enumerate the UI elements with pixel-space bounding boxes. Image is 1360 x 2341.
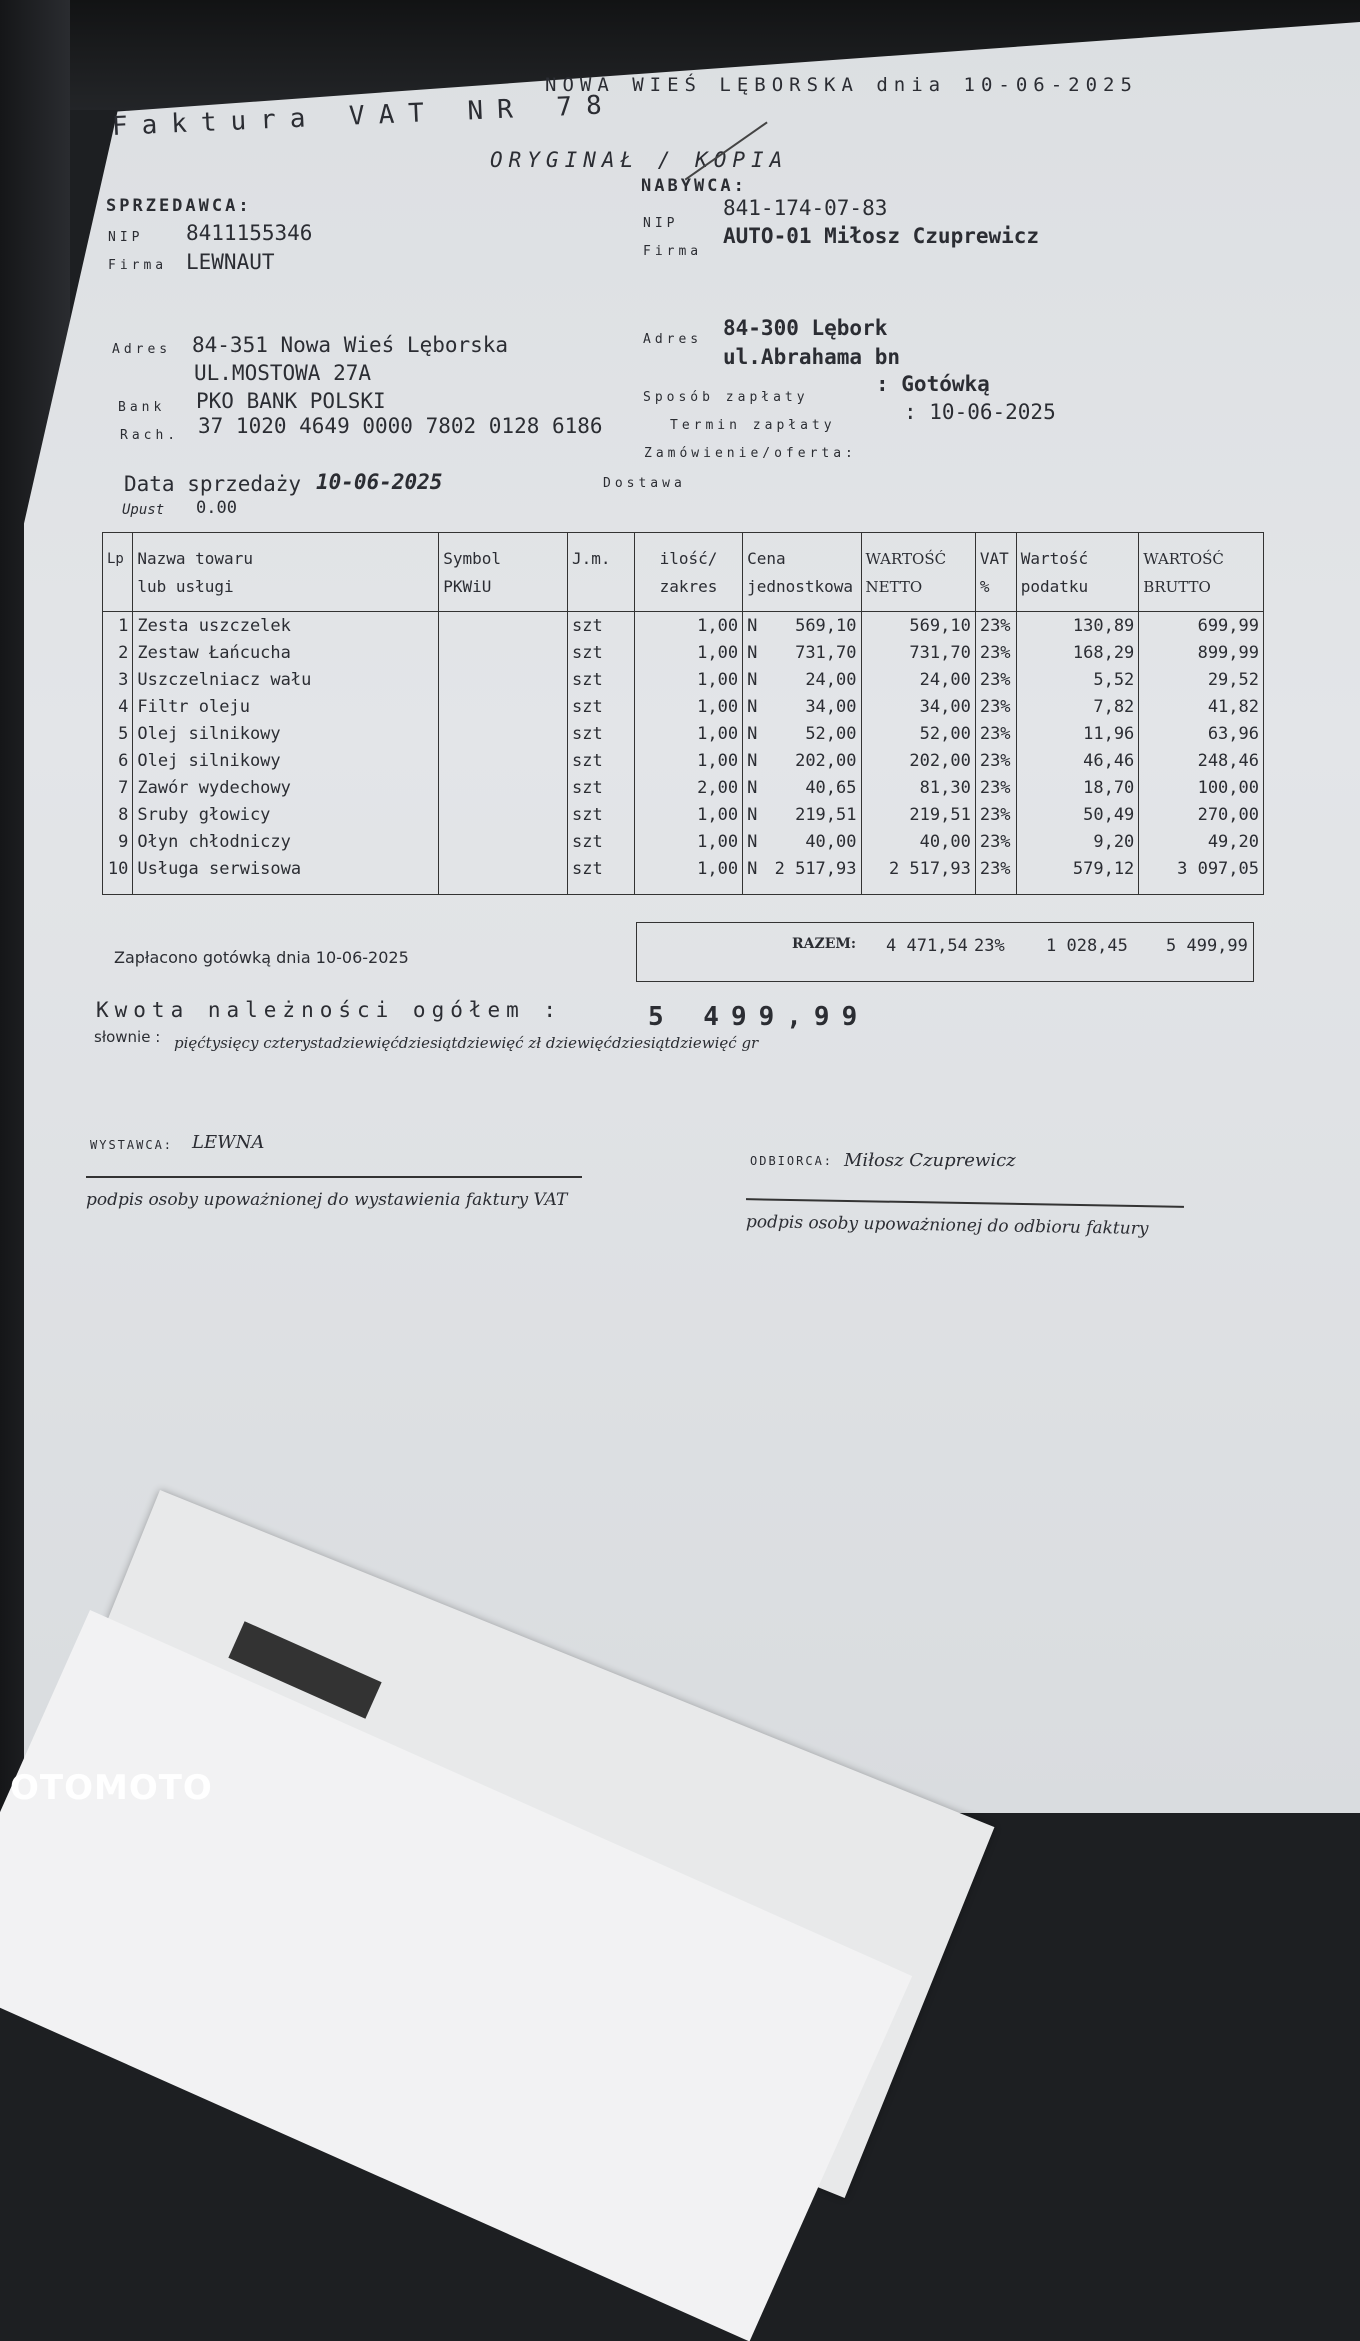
cell-price-value: 2 517,93	[774, 858, 857, 879]
table-row	[103, 666, 1264, 693]
cell-price-flag: N	[747, 804, 758, 825]
cell-vat: 23%	[975, 828, 1016, 855]
cell-gross: 41,82	[1139, 693, 1264, 720]
cell-gross: 29,52	[1139, 666, 1264, 693]
buyer-firma-label: Firma	[643, 244, 703, 259]
discount-label: Upust	[122, 502, 165, 518]
seller-heading: SPRZEDAWCA:	[106, 196, 252, 216]
col-qty-line2: zakres	[659, 577, 718, 596]
total-label: Kwota należności ogółem :	[96, 998, 563, 1022]
cell-qty: 1,00	[634, 801, 742, 828]
cell-price	[743, 855, 861, 882]
cell-symbol	[439, 639, 568, 666]
otomoto-logo: OTOMOTO	[10, 1768, 213, 1808]
issuer-caption: podpis osoby upoważnionej do wystawienia faktury VAT	[86, 1190, 568, 1210]
cell-price-flag: N	[747, 642, 758, 663]
cell-gross: 3 097,05	[1139, 855, 1264, 882]
receiver-label: ODBIORCA:	[750, 1154, 834, 1168]
col-gross-line1: WARTOŚĆ	[1143, 550, 1224, 568]
cell-price-value: 731,70	[795, 642, 857, 663]
col-jm: J.m.	[568, 533, 635, 612]
filler-cell	[743, 882, 861, 895]
buyer-order-label: Zamówienie/oferta:	[644, 446, 857, 461]
cell-price	[743, 720, 861, 747]
table-row	[103, 828, 1264, 855]
cell-qty: 1,00	[634, 666, 742, 693]
place-date: NOWA WIEŚ LĘBORSKA dnia 10-06-2025	[545, 74, 1138, 96]
cell-gross: 699,99	[1139, 612, 1264, 640]
cell-qty: 1,00	[634, 747, 742, 774]
filler-cell	[1016, 882, 1139, 895]
col-vat-line2: %	[979, 577, 990, 596]
cell-vat: 23%	[975, 774, 1016, 801]
discount-value: 0.00	[196, 498, 237, 518]
cell-name: Uszczelniacz wału	[133, 666, 439, 693]
cell-net: 569,10	[861, 612, 975, 640]
cell-gross: 63,96	[1139, 720, 1264, 747]
paid-note: Zapłacono gotówką dnia 10-06-2025	[114, 948, 409, 967]
table-row	[103, 612, 1264, 640]
seller-bank-label: Bank	[118, 400, 166, 415]
buyer-payment: : Gotówką	[876, 372, 990, 396]
receiver-signature-line	[746, 1198, 1184, 1207]
buyer-firma: AUTO-01 Miłosz Czuprewicz	[723, 224, 1040, 248]
cell-price	[743, 666, 861, 693]
cell-symbol	[439, 720, 568, 747]
cell-jm: szt	[568, 666, 635, 693]
cell-gross: 248,46	[1139, 747, 1264, 774]
cell-price-value: 40,00	[805, 831, 857, 852]
invoice-title: Faktura VAT NR 78	[111, 90, 617, 142]
total-in-words: pięćtysięcy czterystadziewięćdziesiątdziewięć zł dziewięćdziesiątdziewięć gr	[174, 1034, 759, 1052]
cell-symbol	[439, 774, 568, 801]
cell-price-flag: N	[747, 750, 758, 771]
cell-price-value: 40,65	[805, 777, 857, 798]
buyer-adres1: 84-300 Lębork	[723, 316, 888, 340]
buyer-adres-label: Adres	[643, 332, 703, 347]
cell-net: 24,00	[861, 666, 975, 693]
table-row	[103, 720, 1264, 747]
cell-name: Sruby głowicy	[133, 801, 439, 828]
cell-net: 202,00	[861, 747, 975, 774]
cell-price	[743, 639, 861, 666]
cell-qty: 1,00	[634, 720, 742, 747]
col-qty-line1: ilość/	[659, 549, 718, 568]
receiver-caption: podpis osoby upoważnionej do odbioru faktury	[745, 1212, 1149, 1240]
col-net	[861, 533, 975, 612]
cell-price-value: 52,00	[805, 723, 857, 744]
table-header-row	[103, 533, 1264, 612]
cell-tax: 18,70	[1016, 774, 1139, 801]
cell-net: 2 517,93	[861, 855, 975, 882]
cell-lp: 2	[103, 639, 133, 666]
col-vat	[975, 533, 1016, 612]
table-row	[103, 774, 1264, 801]
cell-price-value: 34,00	[805, 696, 857, 717]
cell-lp: 7	[103, 774, 133, 801]
col-tax-line2: podatku	[1020, 577, 1089, 596]
col-net-line2: NETTO	[865, 578, 923, 596]
col-gross-line2: BRUTTO	[1143, 578, 1211, 596]
cell-lp: 1	[103, 612, 133, 640]
cell-qty: 1,00	[634, 693, 742, 720]
seller-firma-label: Firma	[108, 258, 168, 273]
filler-cell	[861, 882, 975, 895]
cell-price-value: 24,00	[805, 669, 857, 690]
seller-adres-label: Adres	[112, 342, 172, 357]
seller-rach: 37 1020 4649 0000 7802 0128 6186	[198, 414, 603, 438]
cell-price	[743, 693, 861, 720]
seller-adres1: 84-351 Nowa Wieś Lęborska	[192, 333, 509, 357]
cell-net: 40,00	[861, 828, 975, 855]
cell-symbol	[439, 612, 568, 640]
cell-tax: 46,46	[1016, 747, 1139, 774]
cell-name: Olej silnikowy	[133, 747, 439, 774]
table-row	[103, 639, 1264, 666]
buyer-due: : 10-06-2025	[904, 400, 1056, 424]
col-vat-line1: VAT	[979, 549, 1009, 568]
cell-lp: 5	[103, 720, 133, 747]
cell-price-flag: N	[747, 696, 758, 717]
cell-price	[743, 747, 861, 774]
cell-price-flag: N	[747, 831, 758, 852]
col-price-line2: jednostkowa	[747, 577, 854, 596]
cell-jm: szt	[568, 747, 635, 774]
cell-tax: 9,20	[1016, 828, 1139, 855]
seller-nip-label: NIP	[108, 230, 144, 245]
cell-jm: szt	[568, 774, 635, 801]
cell-symbol	[439, 693, 568, 720]
cell-qty: 1,00	[634, 828, 742, 855]
cell-price-value: 219,51	[795, 804, 857, 825]
cell-vat: 23%	[975, 666, 1016, 693]
delivery-label: Dostawa	[603, 476, 686, 491]
cell-vat: 23%	[975, 747, 1016, 774]
cell-lp: 9	[103, 828, 133, 855]
cell-qty: 2,00	[634, 774, 742, 801]
cell-price	[743, 828, 861, 855]
sale-date-label: Data sprzedaży	[124, 472, 302, 496]
cell-name: Ołyn chłodniczy	[133, 828, 439, 855]
col-symbol-line2: PKWiU	[443, 577, 492, 596]
cell-vat: 23%	[975, 639, 1016, 666]
filler-cell	[568, 882, 635, 895]
cell-gross: 899,99	[1139, 639, 1264, 666]
buyer-nip: 841-174-07-83	[723, 196, 888, 220]
seller-rach-label: Rach.	[120, 428, 180, 443]
cell-name: Olej silnikowy	[133, 720, 439, 747]
cell-vat: 23%	[975, 612, 1016, 640]
cell-jm: szt	[568, 612, 635, 640]
cell-qty: 1,00	[634, 639, 742, 666]
cell-lp: 6	[103, 747, 133, 774]
cell-jm: szt	[568, 855, 635, 882]
seller-nip: 8411155346	[186, 221, 313, 245]
cell-price-value: 569,10	[795, 615, 857, 636]
cell-symbol	[439, 855, 568, 882]
filler-cell	[439, 882, 568, 895]
cell-net: 731,70	[861, 639, 975, 666]
cell-symbol	[439, 828, 568, 855]
cell-vat: 23%	[975, 855, 1016, 882]
cell-jm: szt	[568, 828, 635, 855]
cell-jm: szt	[568, 693, 635, 720]
cell-symbol	[439, 666, 568, 693]
cell-tax: 5,52	[1016, 666, 1139, 693]
col-name	[133, 533, 439, 612]
cell-name: Zesta uszczelek	[133, 612, 439, 640]
issuer-signature-line	[86, 1176, 582, 1178]
cell-name: Usługa serwisowa	[133, 855, 439, 882]
copy-label: ORYGINAŁ / KOPIA	[490, 148, 789, 172]
cell-net: 219,51	[861, 801, 975, 828]
cell-gross: 49,20	[1139, 828, 1264, 855]
cell-tax: 168,29	[1016, 639, 1139, 666]
filler-cell	[634, 882, 742, 895]
totals-gross: 5 499,99	[1166, 936, 1248, 956]
cell-symbol	[439, 801, 568, 828]
words-label: słownie :	[94, 1028, 161, 1046]
cell-price-flag: N	[747, 723, 758, 744]
buyer-payment-label: Sposób zapłaty	[643, 390, 809, 405]
filler-cell	[975, 882, 1016, 895]
cell-lp: 3	[103, 666, 133, 693]
col-gross	[1139, 533, 1264, 612]
cell-name: Zawór wydechowy	[133, 774, 439, 801]
cell-net: 81,30	[861, 774, 975, 801]
cell-tax: 130,89	[1016, 612, 1139, 640]
cell-price	[743, 612, 861, 640]
cell-price-flag: N	[747, 777, 758, 798]
cell-net: 34,00	[861, 693, 975, 720]
cell-name: Zestaw Łańcucha	[133, 639, 439, 666]
col-price	[743, 533, 861, 612]
receiver-signature: Miłosz Czuprewicz	[844, 1150, 1016, 1171]
table-filler-row	[103, 882, 1264, 895]
cell-name: Filtr oleju	[133, 693, 439, 720]
cell-price-flag: N	[747, 858, 758, 879]
items-table	[102, 532, 1264, 895]
cell-vat: 23%	[975, 693, 1016, 720]
cell-tax: 579,12	[1016, 855, 1139, 882]
col-net-line1: WARTOŚĆ	[865, 550, 947, 568]
col-name-line2: lub usługi	[137, 577, 234, 596]
seller-bank: PKO BANK POLSKI	[196, 389, 386, 413]
cell-vat: 23%	[975, 720, 1016, 747]
cell-price-flag: N	[747, 669, 758, 690]
col-tax	[1016, 533, 1139, 612]
table-row	[103, 855, 1264, 882]
cell-tax: 11,96	[1016, 720, 1139, 747]
cell-lp: 10	[103, 855, 133, 882]
filler-cell	[103, 882, 133, 895]
cell-jm: szt	[568, 720, 635, 747]
col-name-line1: Nazwa towaru	[137, 549, 253, 568]
table-row	[103, 693, 1264, 720]
col-tax-line1: Wartość	[1020, 549, 1089, 568]
cell-symbol	[439, 747, 568, 774]
cell-lp: 4	[103, 693, 133, 720]
issuer-signature: LEWNA	[192, 1132, 265, 1153]
cell-gross: 270,00	[1139, 801, 1264, 828]
totals-vat: 23%	[974, 936, 1005, 956]
issuer-label: WYSTAWCA:	[90, 1138, 174, 1152]
cell-jm: szt	[568, 801, 635, 828]
buyer-adres2: ul.Abrahama bn	[723, 345, 901, 369]
cell-jm: szt	[568, 639, 635, 666]
col-lp: Lp	[103, 533, 133, 612]
filler-cell	[1139, 882, 1264, 895]
seller-adres2: UL.MOSTOWA 27A	[194, 361, 372, 385]
filler-cell	[133, 882, 439, 895]
col-price-line1: Cena	[747, 549, 786, 568]
col-symbol-line1: Symbol	[443, 549, 502, 568]
totals-label: RAZEM:	[792, 936, 857, 952]
cell-net: 52,00	[861, 720, 975, 747]
table-row	[103, 747, 1264, 774]
table-row	[103, 801, 1264, 828]
buyer-due-label: Termin zapłaty	[670, 418, 836, 433]
seller-firma: LEWNAUT	[186, 250, 275, 274]
cell-vat: 23%	[975, 801, 1016, 828]
col-symbol	[439, 533, 568, 612]
cell-qty: 1,00	[634, 855, 742, 882]
totals-tax: 1 028,45	[1046, 936, 1128, 956]
cell-gross: 100,00	[1139, 774, 1264, 801]
cell-price	[743, 801, 861, 828]
cell-price	[743, 774, 861, 801]
cell-price-flag: N	[747, 615, 758, 636]
sale-date: 10-06-2025	[316, 470, 443, 494]
cell-lp: 8	[103, 801, 133, 828]
cell-price-value: 202,00	[795, 750, 857, 771]
col-qty	[634, 533, 742, 612]
buyer-nip-label: NIP	[643, 216, 679, 231]
buyer-heading: NABYWCA:	[641, 176, 747, 196]
total-value: 5 499,99	[648, 1002, 870, 1032]
cell-tax: 7,82	[1016, 693, 1139, 720]
totals-net: 4 471,54	[886, 936, 968, 956]
cell-qty: 1,00	[634, 612, 742, 640]
cell-tax: 50,49	[1016, 801, 1139, 828]
